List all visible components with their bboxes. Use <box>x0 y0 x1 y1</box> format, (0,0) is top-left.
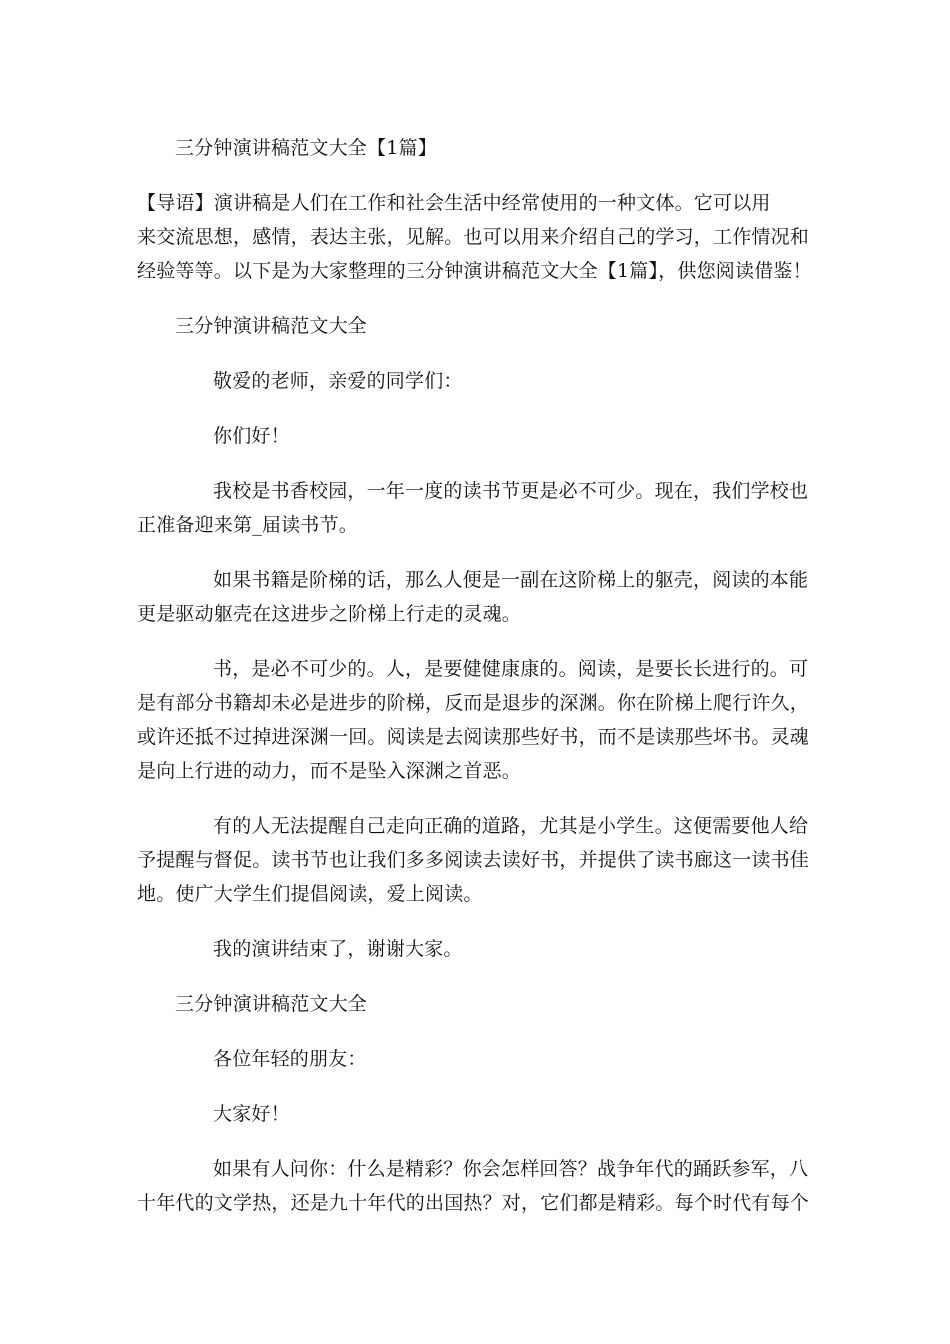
section1-hello: 你们好！ <box>213 425 290 447</box>
section2-heading: 三分钟演讲稿范文大全 <box>175 993 368 1015</box>
section2-para1-line-1: 如果有人问你：什么是精彩？你会怎样回答？战争年代的踊跃参军，八 <box>213 1158 809 1180</box>
section2-greeting: 各位年轻的朋友： <box>213 1048 367 1070</box>
section1-para3-line-2: 是有部分书籍却未必是进步的阶梯，反而是退步的深渊。你在阶梯上爬行许久， <box>137 692 810 714</box>
section1-greeting: 敬爱的老师，亲爱的同学们： <box>213 370 463 392</box>
section1-para4-line-2: 予提醒与督促。读书节也让我们多多阅读去读好书，并提供了读书廊这一读书佳 <box>137 849 810 871</box>
section1-para3-line-3: 或许还抵不过掉进深渊一回。阅读是去阅读那些好书，而不是读那些坏书。灵魂 <box>137 726 810 748</box>
section1-para1-line-1: 我校是书香校园，一年一度的读书节更是必不可少。现在，我们学校也 <box>213 480 809 502</box>
section1-para1-line-2: 正准备迎来第_届读书节。 <box>137 514 358 536</box>
section1-para2-line-1: 如果书籍是阶梯的话，那么人便是一副在这阶梯上的躯壳，阅读的本能 <box>213 569 809 591</box>
section1-para2-line-2: 更是驱动躯壳在这进步之阶梯上行走的灵魂。 <box>137 603 522 625</box>
section2-para1-line-2: 十年代的文学热，还是九十年代的出国热？对，它们都是精彩。每个时代有每个 <box>137 1192 810 1214</box>
section1-heading: 三分钟演讲稿范文大全 <box>175 315 368 337</box>
section1-para4-line-1: 有的人无法提醒自己走向正确的道路，尤其是小学生。这便需要他人给 <box>213 815 809 837</box>
intro-line-3: 经验等等。以下是为大家整理的三分钟演讲稿范文大全【1篇】，供您阅读借鉴！ <box>137 260 812 282</box>
document-title: 三分钟演讲稿范文大全【1篇】 <box>175 137 437 159</box>
section1-para3-line-1: 书，是必不可少的。人，是要健健康康的。阅读，是要长长进行的。可 <box>213 658 809 680</box>
section1-para4-line-3: 地。使广大学生们提倡阅读，爱上阅读。 <box>137 883 483 905</box>
intro-line-1: 【导语】演讲稿是人们在工作和社会生活中经常使用的一种文体。它可以用 <box>137 192 771 214</box>
section1-closing: 我的演讲结束了，谢谢大家。 <box>213 938 463 960</box>
section1-para3-line-4: 是向上行进的动力，而不是坠入深渊之首恶。 <box>137 760 522 782</box>
section2-hello: 大家好！ <box>213 1103 290 1125</box>
intro-line-2: 来交流思想，感情，表达主张，见解。也可以用来介绍自己的学习，工作情况和 <box>137 226 810 248</box>
